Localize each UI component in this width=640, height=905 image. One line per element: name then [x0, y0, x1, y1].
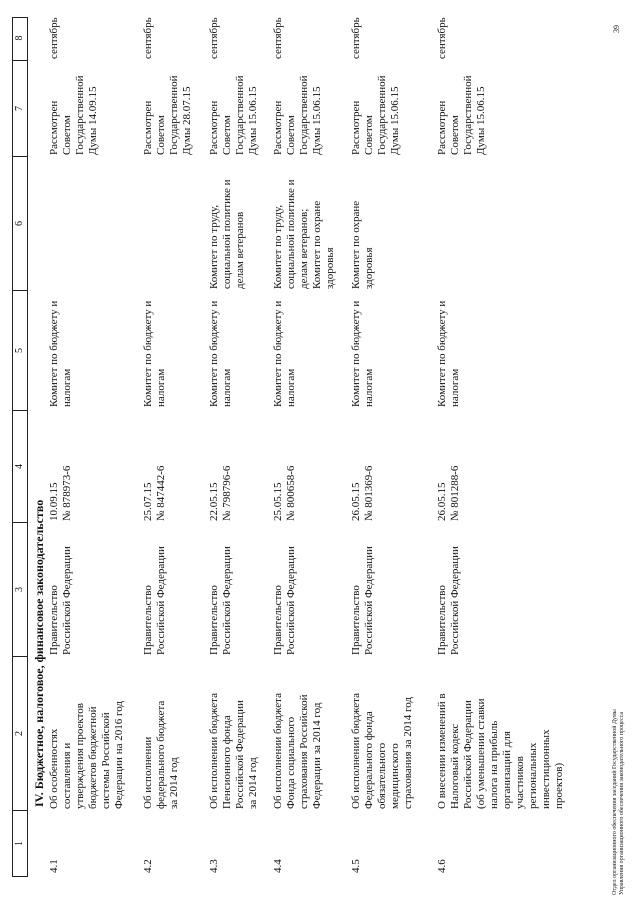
co-executor-committee: Комитет по труду, социальной политике и делам ветеранов	[208, 179, 246, 289]
bill-status: Рассмотрен Советом Государственной Думы 15.06.15	[272, 75, 323, 155]
responsible-committee: Комитет по бюджету и налогам	[436, 300, 461, 407]
col-header-2: 2	[13, 656, 27, 810]
col-header-1: 1	[13, 810, 27, 876]
bill-date-number: 10.09.15 № 878973-6	[48, 465, 73, 521]
bill-date-number: 22.05.15 № 798796-6	[208, 465, 233, 521]
footer-department	[612, 709, 626, 895]
planned-month: сентябрь	[142, 17, 154, 59]
responsible-committee: Комитет по бюджету и налогам	[48, 300, 73, 407]
planned-month: сентябрь	[48, 17, 60, 59]
row-number: 4.2	[142, 859, 154, 873]
bill-title: Об особенностях составления и утверждения проектов бюджетов бюджетной системы Российской Федерации на 2016 год	[48, 701, 125, 809]
col-header-8: 8	[14, 35, 25, 41]
responsible-committee: Комитет по бюджету и налогам	[208, 300, 233, 407]
planned-month: сентябрь	[350, 17, 362, 59]
col-header-5: 5	[13, 290, 27, 410]
row-number: 4.5	[350, 859, 362, 873]
bill-title: Об исполнении бюджета Федерального фонда обязательного медицинского страхования за 2014 год	[350, 693, 414, 809]
bill-date-number: 25.05.15 № 800658-6	[272, 465, 297, 521]
bill-date-number: 25.07.15 № 847442-6	[142, 465, 167, 521]
planned-month: сентябрь	[436, 17, 448, 59]
col-header-4: 4	[13, 410, 27, 522]
footer-line-1: Отдел организационного обеспечения заседаний Государственной Думы	[612, 709, 618, 895]
bill-author: Правительство Российской Федерации	[272, 546, 297, 655]
bill-author: Правительство Российской Федерации	[436, 546, 461, 655]
page-number: 39	[612, 25, 621, 33]
row-number: 4.1	[48, 859, 60, 873]
co-executor-committee: Комитет по охране здоровья	[350, 200, 375, 289]
bill-date-number: 26.05.15 № 801369-6	[350, 465, 375, 521]
co-executor-committee: Комитет по труду, социальной политике и делам ветеранов; Комитет по охране здоровья	[272, 179, 336, 289]
bill-author: Правительство Российской Федерации	[350, 546, 375, 655]
legislation-table	[12, 17, 624, 877]
bill-status: Рассмотрен Советом Государственной Думы 14.09.15	[48, 75, 99, 155]
planned-month: сентябрь	[272, 17, 284, 59]
bill-title: Об исполнении федерального бюджета за 2014 год	[142, 700, 180, 809]
planned-month: сентябрь	[208, 17, 220, 59]
col-header-7: 7	[13, 60, 27, 156]
bill-status: Рассмотрен Советом Государственной Думы 15.06.15	[350, 75, 401, 155]
responsible-committee: Комитет по бюджету и налогам	[142, 300, 167, 407]
bill-author: Правительство Российской Федерации	[208, 546, 233, 655]
col-header-6: 6	[13, 156, 27, 290]
responsible-committee: Комитет по бюджету и налогам	[350, 300, 375, 407]
col-header-3: 3	[13, 522, 27, 656]
row-number: 4.3	[208, 859, 220, 873]
bill-title: Об исполнении бюджета Пенсионного фонда Российской Федерации за 2014 год	[208, 693, 259, 809]
footer-line-2: Управления организационного обеспечения законодательного процесса	[619, 711, 625, 895]
bill-author: Правительство Российской Федерации	[48, 546, 73, 655]
row-number: 4.4	[272, 859, 284, 873]
row-number: 4.6	[436, 859, 448, 873]
bill-status: Рассмотрен Советом Государственной Думы 15.06.15	[436, 75, 487, 155]
bill-status: Рассмотрен Советом Государственной Думы 15.06.15	[208, 75, 259, 155]
bill-date-number: 26.05.15 № 801288-6	[436, 465, 461, 521]
bill-title: Об исполнении бюджета Фонда социального страхования Российской Федерации за 2014 год	[272, 693, 323, 809]
bill-status: Рассмотрен Советом Государственной Думы 28.07.15	[142, 75, 193, 155]
responsible-committee: Комитет по бюджету и налогам	[272, 300, 297, 407]
column-number-row	[12, 17, 28, 877]
bill-author: Правительство Российской Федерации	[142, 546, 167, 655]
bill-title: О внесении изменений в Налоговый кодекс Российской Федерации (об уменьшении ставки налога на прибыль организаций для участников региональных инвестиционных проектов)	[436, 693, 565, 809]
section-title: IV. Бюджетное, налоговое, финансовое законодательство	[32, 499, 46, 807]
